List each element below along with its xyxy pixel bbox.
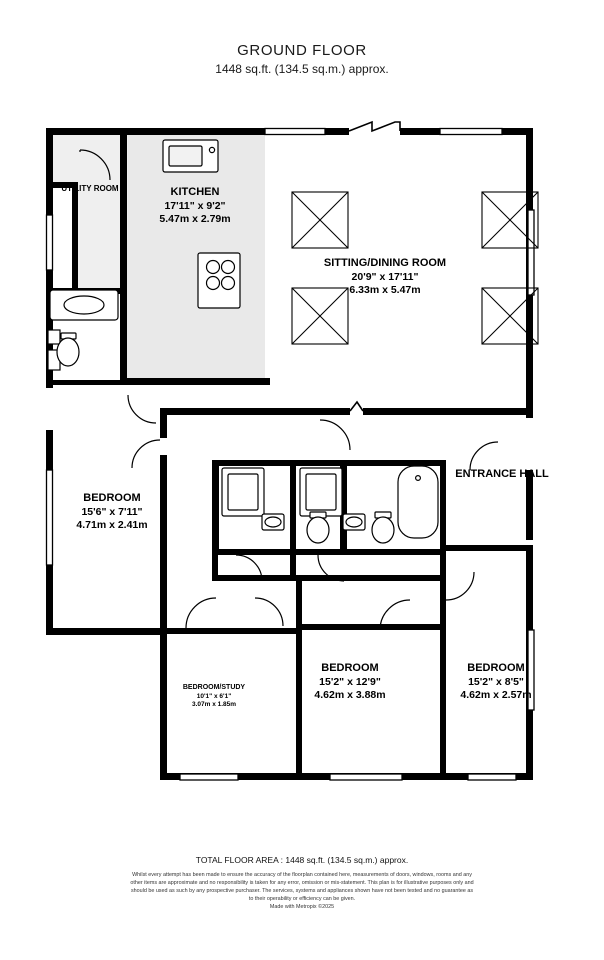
room-label-bedroom-3: BEDROOM 15'2" x 8'5" 4.62m x 2.57m <box>460 662 532 701</box>
page-title: GROUND FLOOR <box>237 42 367 59</box>
room-label-entrance-hall: ENTRANCE HALL <box>455 468 549 480</box>
disclaimer-text: Whilst every attempt has been made to ensure the accuracy of the floorplan contained here, measurements of doors, windows, rooms and any other items are approximate and no responsibility is taken for any error, omission or mis-statement. This plan is for illustrative purposes only and should be used as such by any prospective purchaser. The services, systems and appliances shown have not been tested and no guarantee as to their operability or efficiency can be given. <box>130 872 474 903</box>
footer-block <box>0 855 604 910</box>
room-label-kitchen: KITCHEN 17'11" x 9'2" 5.47m x 2.79m <box>159 186 231 225</box>
bathroom-fixtures <box>222 466 438 543</box>
room-label-sitting-dining: SITTING/DINING ROOM 20'9" x 17'11" 6.33m x 5.47m <box>323 257 447 296</box>
made-with-credit: Made with Metropix ©2025 <box>269 904 335 911</box>
page-area-subtitle: 1448 sq.ft. (134.5 sq.m.) approx. <box>215 62 389 76</box>
room-label-bedroom-study: BEDROOM/STUDY 10'1" x 6'1" 3.07m x 1.85m <box>182 684 246 708</box>
room-label-bedroom-2: BEDROOM 15'2" x 12'9" 4.62m x 3.88m <box>314 662 386 701</box>
room-label-bedroom-1: BEDROOM 15'6" x 7'11" 4.71m x 2.41m <box>76 492 148 531</box>
total-floor-area: TOTAL FLOOR AREA : 1448 sq.ft. (134.5 sq.m.) approx. <box>195 855 409 865</box>
room-label-utility: UTILITY ROOM <box>61 184 119 193</box>
